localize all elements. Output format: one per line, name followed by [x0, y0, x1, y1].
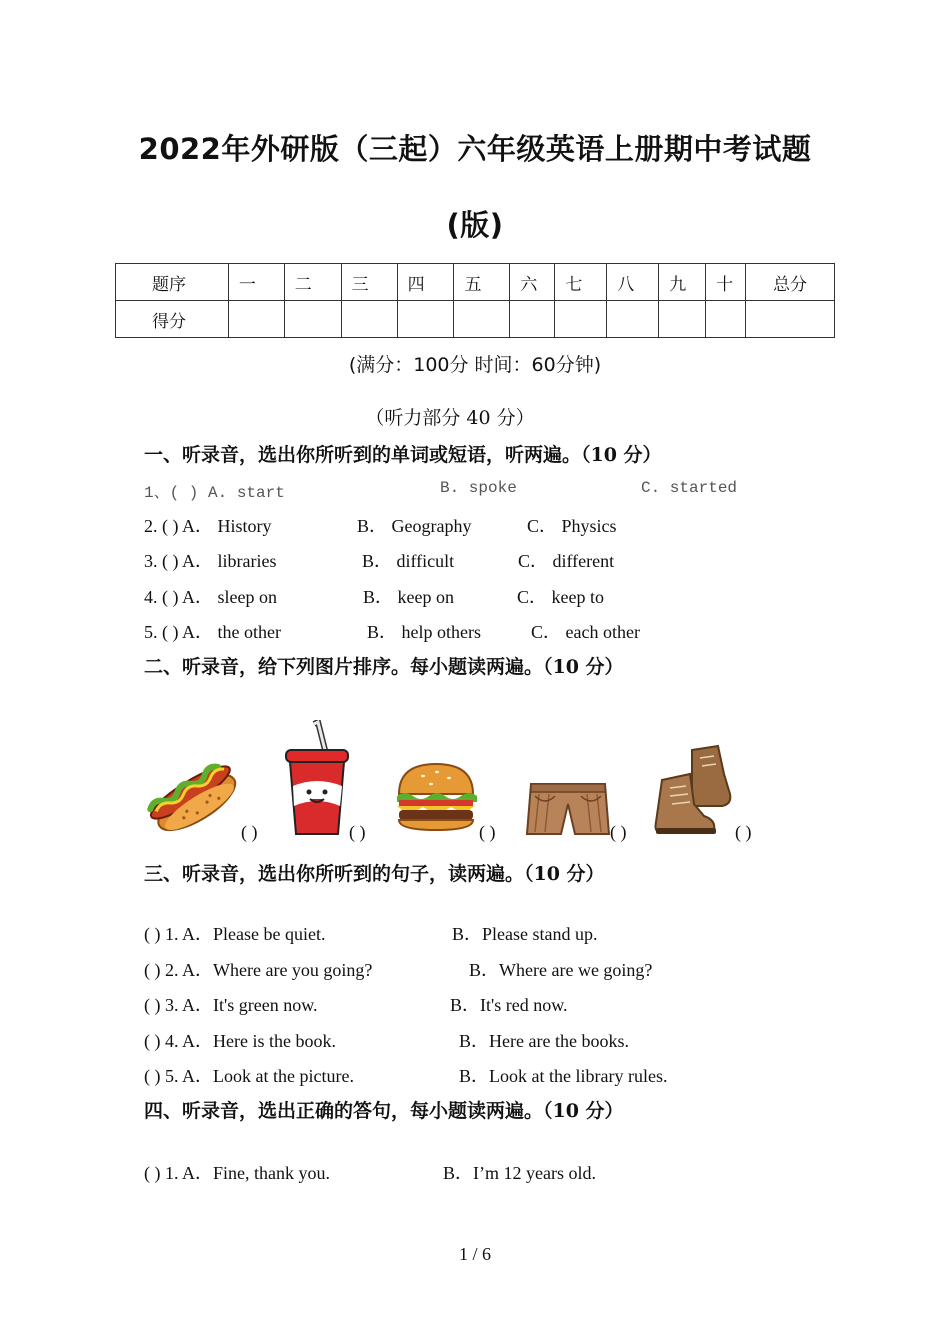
- boots-image: [652, 744, 734, 838]
- score-cell[interactable]: [510, 301, 555, 338]
- score-table-score-row: [116, 301, 835, 338]
- shorts-image: [525, 780, 611, 838]
- score-table-header-row: [116, 264, 835, 301]
- s3-q4-a: ( ) 4. A．Here is the book.: [144, 1031, 336, 1051]
- s3-q4-b: B．Here are the books.: [459, 1031, 629, 1051]
- s3-q1-a: ( ) 1. A．Please be quiet.: [144, 924, 326, 944]
- exam-info: (满分：100分 时间：60分钟): [348, 354, 602, 376]
- score-cell[interactable]: [284, 301, 341, 338]
- s1-q4-b: B． keep on: [363, 587, 454, 607]
- s3-q3-a: ( ) 3. A．It's green now.: [144, 995, 318, 1015]
- s1-q2-b: B． Geography: [357, 516, 472, 536]
- row-label: 得分: [116, 301, 229, 338]
- score-cell[interactable]: [228, 301, 284, 338]
- score-cell[interactable]: [746, 301, 835, 338]
- score-table: [115, 263, 835, 338]
- header-cell: 总分: [746, 264, 835, 301]
- header-cell: 八: [607, 264, 659, 301]
- header-cell: 十: [706, 264, 746, 301]
- header-cell: 题序: [116, 264, 229, 301]
- s2-blank-2[interactable]: ( ): [349, 822, 366, 842]
- header-cell: 一: [228, 264, 284, 301]
- s1-q5-b: B． help others: [367, 622, 481, 642]
- s2-blank-4[interactable]: ( ): [610, 822, 627, 842]
- s1-q5-stem: 5. ( ) A． the other: [144, 622, 281, 642]
- s4-q1-b: B．I’m 12 years old.: [443, 1163, 596, 1183]
- s3-q5-a: ( ) 5. A．Look at the picture.: [144, 1066, 354, 1086]
- score-cell[interactable]: [341, 301, 397, 338]
- s1-q4-stem: 4. ( ) A． sleep on: [144, 587, 277, 607]
- header-cell: 三: [341, 264, 397, 301]
- s2-blank-5[interactable]: ( ): [735, 822, 752, 842]
- s1-q5-c: C． each other: [531, 622, 640, 642]
- s1-q2-c: C． Physics: [527, 516, 617, 536]
- hamburger-image: [393, 760, 479, 834]
- s1-q3-b: B． difficult: [362, 551, 455, 571]
- s1-q2-stem: 2. ( ) A． History: [144, 516, 272, 536]
- section-4-heading: 四、听录音，选出正确的答句，每小题读两遍。（10 分）: [144, 1100, 624, 1122]
- section-1-heading: 一、听录音，选出你所听到的单词或短语，听两遍。（10 分）: [144, 444, 662, 466]
- s2-blank-3[interactable]: ( ): [479, 822, 496, 842]
- s2-blank-1[interactable]: ( ): [241, 822, 258, 842]
- listening-part-label: （听力部分 40 分）: [365, 407, 535, 429]
- score-cell[interactable]: [397, 301, 454, 338]
- s3-q5-b: B．Look at the library rules.: [459, 1066, 668, 1086]
- header-cell: 六: [510, 264, 555, 301]
- s3-q1-b: B．Please stand up.: [452, 924, 598, 944]
- score-cell[interactable]: [659, 301, 706, 338]
- section-3-heading: 三、听录音，选出你所听到的句子，读两遍。（10 分）: [144, 863, 605, 885]
- header-cell: 九: [659, 264, 706, 301]
- s1-q3-stem: 3. ( ) A． libraries: [144, 551, 277, 571]
- score-cell[interactable]: [607, 301, 659, 338]
- header-cell: 四: [397, 264, 454, 301]
- score-cell[interactable]: [706, 301, 746, 338]
- header-cell: 五: [454, 264, 510, 301]
- hotdog-image: [143, 752, 241, 838]
- header-cell: 二: [284, 264, 341, 301]
- page-title: 2022年外研版（三起）六年级英语上册期中考试题: [138, 132, 812, 166]
- section-2-heading: 二、听录音，给下列图片排序。每小题读两遍。（10 分）: [144, 656, 624, 678]
- s1-q3-c: C． different: [518, 551, 615, 571]
- score-cell[interactable]: [555, 301, 607, 338]
- page-number: 1 / 6: [458, 1244, 491, 1264]
- s4-q1-a: ( ) 1. A．Fine, thank you.: [144, 1163, 330, 1183]
- header-cell: 七: [555, 264, 607, 301]
- s3-q3-b: B．It's red now.: [450, 995, 568, 1015]
- s1-q1-b: B. spoke: [440, 479, 517, 497]
- s1-q1-stem: 1、( ) A. start: [144, 484, 285, 502]
- cola-cup-image: [282, 720, 352, 838]
- s1-q1-c: C. started: [641, 479, 738, 497]
- score-cell[interactable]: [454, 301, 510, 338]
- s1-q4-c: C． keep to: [517, 587, 604, 607]
- s3-q2-b: B．Where are we going?: [469, 960, 653, 980]
- s3-q2-a: ( ) 2. A．Where are you going?: [144, 960, 373, 980]
- page-subtitle: (版): [446, 208, 504, 242]
